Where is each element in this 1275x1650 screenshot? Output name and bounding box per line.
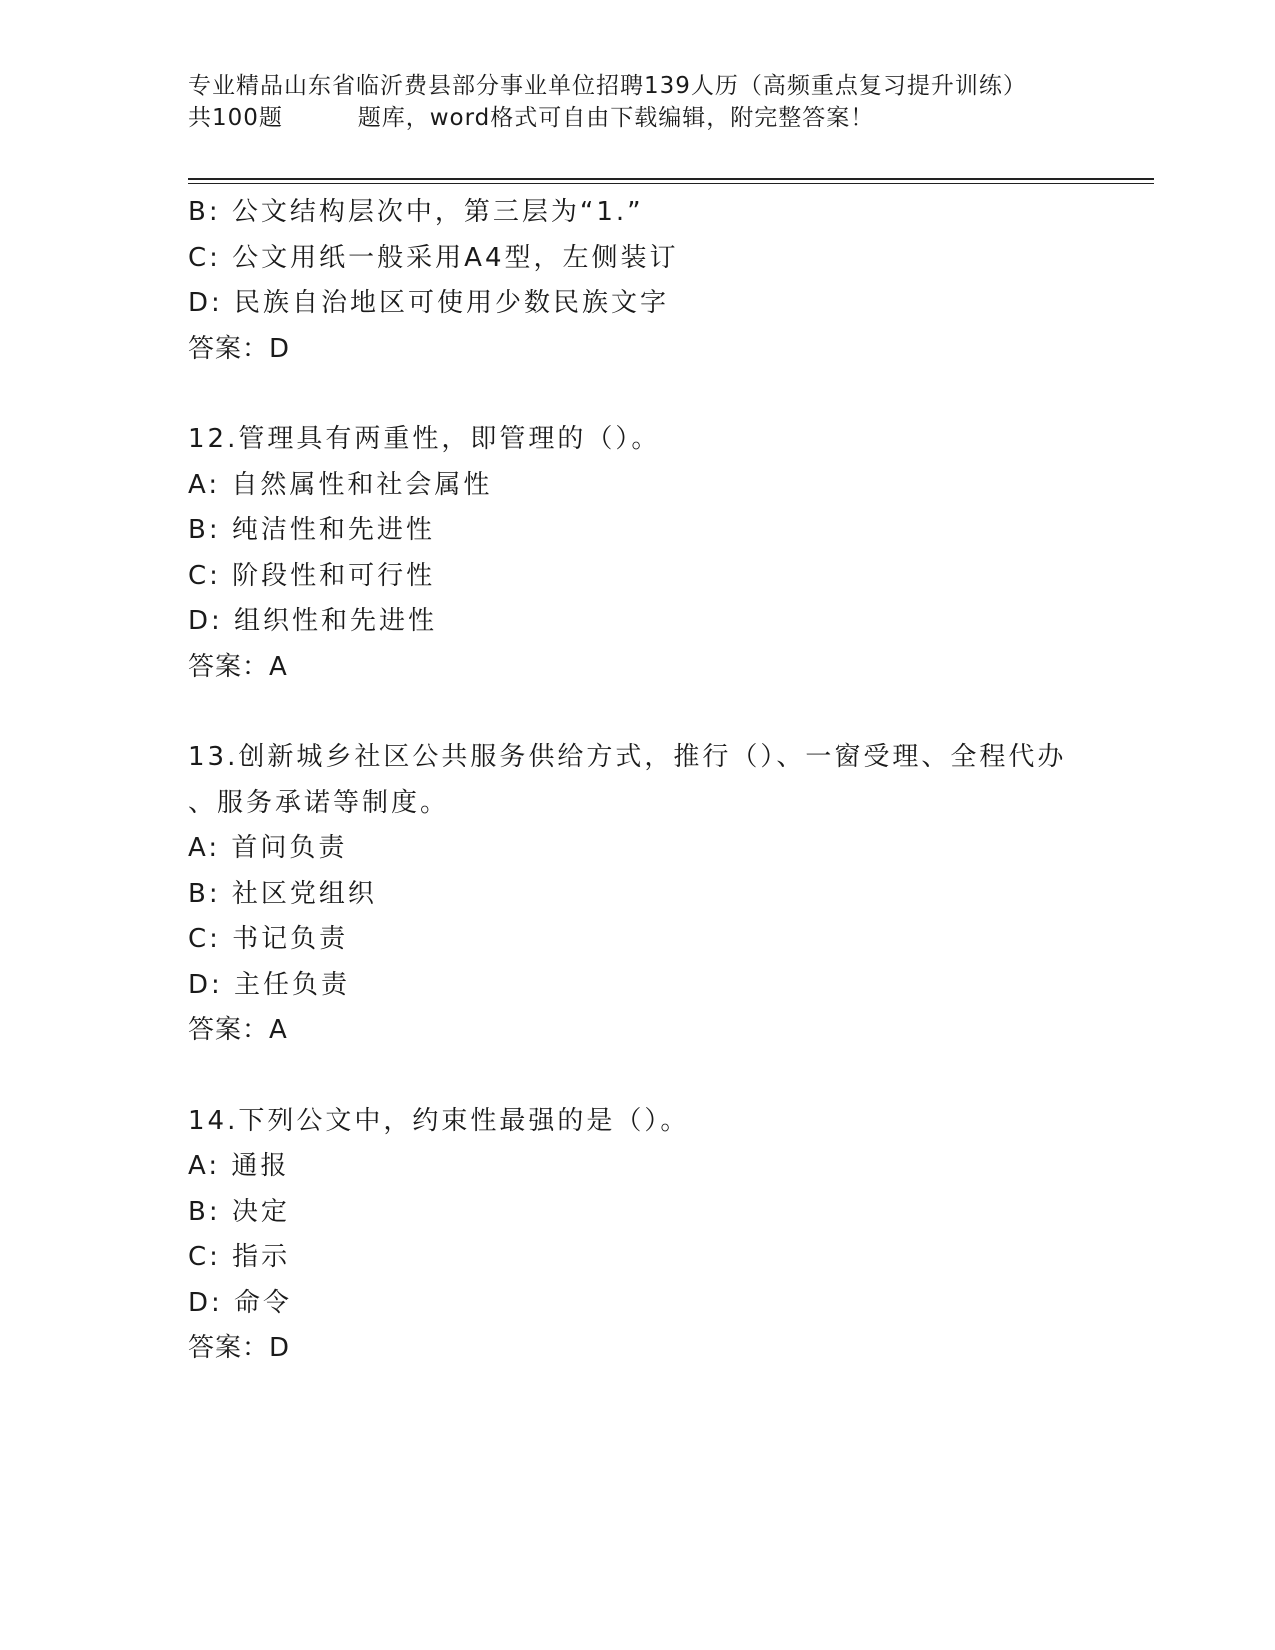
option-c: C: 书记负责 — [188, 924, 349, 954]
question-block-14 — [188, 1099, 1148, 1372]
option-d: D: 民族自治地区可使用少数民族文字 — [188, 288, 670, 318]
header-title-line: 专业精品山东省临沂费县部分事业单位招聘139人历（高频重点复习提升训练） — [188, 73, 1027, 99]
question-stem: 14.下列公文中，约束性最强的是（）。 — [188, 1105, 690, 1136]
option-b: B: 纯洁性和先进性 — [188, 515, 435, 545]
option-a: A: 通报 — [188, 1151, 290, 1181]
question-block-13 — [188, 735, 1148, 1054]
header-divider — [188, 178, 1154, 184]
question-stem: 13.创新城乡社区公共服务供给方式，推行（）、一窗受理、全程代办 — [188, 742, 1067, 772]
question-block-12 — [188, 417, 1148, 690]
answer-line: 答案：A — [188, 1015, 288, 1045]
document-header — [188, 70, 1088, 134]
question-block-partial — [188, 190, 1148, 372]
answer-line: 答案：A — [188, 651, 288, 682]
option-a: A: 首问负责 — [188, 833, 348, 863]
option-c: C: 公文用纸一般采用A4型，左侧装订 — [188, 242, 679, 273]
answer-line: 答案：D — [188, 333, 291, 364]
option-a: A: 自然属性和社会属性 — [188, 469, 493, 500]
option-b: B: 公文结构层次中，第三层为“1.” — [188, 197, 644, 227]
question-stem: 12.管理具有两重性，即管理的（）。 — [188, 424, 661, 454]
document-body — [188, 190, 1148, 1372]
option-b: B: 决定 — [188, 1196, 290, 1227]
option-c: C: 阶段性和可行性 — [188, 560, 436, 591]
option-c: C: 指示 — [188, 1242, 291, 1272]
answer-line: 答案：D — [188, 1333, 291, 1363]
option-d: D: 主任负责 — [188, 969, 351, 1000]
question-stem-continued: 、服务承诺等制度。 — [188, 787, 450, 818]
header-subtitle-line: 共100题 题库，word格式可自由下载编辑，附完整答案！ — [188, 105, 875, 131]
option-d: D: 命令 — [188, 1287, 293, 1318]
option-b: B: 社区党组织 — [188, 878, 377, 909]
option-d: D: 组织性和先进性 — [188, 606, 438, 636]
